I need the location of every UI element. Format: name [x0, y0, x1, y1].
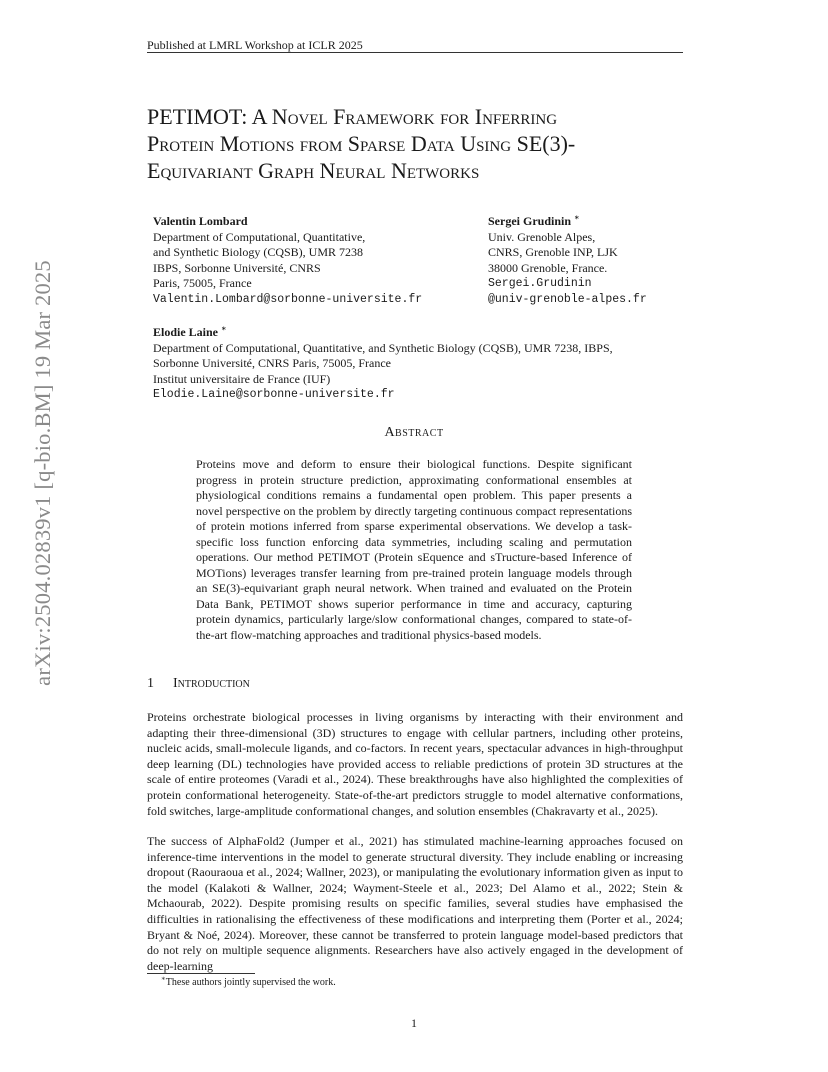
- footnote-marker: ∗: [574, 213, 580, 222]
- author-name: Sergei Grudinin: [488, 214, 572, 228]
- author-email[interactable]: Elodie.Laine@sorbonne-universite.fr: [153, 388, 395, 401]
- intro-paragraph-1: Proteins orchestrate biological processes in living organisms by interacting with their environment and adapting their three-dimensional (3D) structures to engage with cellular partners, including other proteins, nucleic acids, small-molecule ligands, and co-factors. In recent years, spectacular advances in high-throughput deep learning (DL) technologies have provided access to reliable predictions of protein 3D structures at the scale of entire proteomes (Varadi et al., 2024). These breakthroughs have also highlighted the complexities of protein conformational heterogeneity. State-of-the-art predictors struggle to model alternative conformations, fold switches, large-amplitude conformational changes, and solution ensembles (Chakravarty et al., 2025).: [147, 710, 683, 818]
- footnote: [161, 974, 336, 988]
- section-heading: [147, 676, 250, 692]
- footnote-marker: ∗: [161, 974, 166, 983]
- author-block-laine: [153, 325, 613, 403]
- affiliation-line: IBPS, Sorbonne Université, CNRS: [153, 260, 321, 275]
- header-rule: [147, 52, 683, 53]
- affiliation-line: Institut universitaire de France (IUF): [153, 371, 331, 386]
- affiliation-line: and Synthetic Biology (CQSB), UMR 7238: [153, 245, 364, 259]
- affiliation-line: Department of Computational, Quantitative,: [153, 229, 366, 244]
- affiliation-line: Sorbonne Université, CNRS Paris, 75005, France: [153, 356, 391, 370]
- section-number: 1: [147, 676, 154, 691]
- title-line-1: PETIMOT: A Novel Framework for Inferring: [147, 104, 558, 129]
- footnote-text: These authors jointly supervised the work.: [165, 977, 336, 988]
- paper-title: [147, 103, 707, 184]
- title-line-3: Equivariant Graph Neural Networks: [147, 158, 480, 183]
- affiliation-line: Univ. Grenoble Alpes,: [488, 229, 596, 244]
- running-header: Published at LMRL Workshop at ICLR 2025: [147, 38, 363, 52]
- arxiv-sidebar: [28, 260, 58, 686]
- abstract-text: Proteins move and deform to ensure their biological functions. Despite significant progress in protein structure prediction, approximating conformational ensembles at physiological conditions remains a fundamental open problem. This paper presents a novel perspective on the problem by directly targeting continuous compact representations of protein motions inferred from sparse experimental observations. We develop a task-specific loss function enforcing data symmetries, including scaling and permutation operations. Our method PETIMOT (Protein sEquence and sTructure-based Inference of MOTions) leverages transfer learning from pre-trained protein language models through an SE(3)-equivariant graph neural network. When trained and evaluated on the Protein Data Bank, PETIMOT shows superior performance in time and accuracy, capturing protein dynamics, particularly large/slow conformational changes, compared to state-of-the-art flow-matching approaches and traditional physics-based models.: [196, 457, 632, 642]
- affiliation-line: 38000 Grenoble, France.: [488, 260, 608, 275]
- affiliation-line: CNRS, Grenoble INP, LJK: [488, 245, 618, 259]
- author-email[interactable]: Sergei.Grudinin: [488, 277, 592, 290]
- author-block-grudinin: [488, 214, 647, 307]
- author-email-domain[interactable]: @univ-grenoble-alpes.fr: [488, 292, 647, 306]
- author-name: Valentin Lombard: [153, 214, 248, 228]
- affiliation-line: Department of Computational, Quantitative, and Synthetic Biology (CQSB), UMR 7238, IBPS,: [153, 340, 613, 355]
- title-line-2: Protein Motions from Sparse Data Using SE(3)-: [147, 131, 576, 156]
- footnote-marker: ∗: [221, 324, 227, 333]
- section-title: Introduction: [173, 676, 250, 691]
- abstract-heading: Abstract: [384, 425, 444, 440]
- arxiv-identifier: arXiv:2504.02839v1 [q-bio.BM] 19 Mar 2025: [30, 260, 55, 686]
- intro-paragraph-2: The success of AlphaFold2 (Jumper et al., 2021) has stimulated machine-learning approaches focused on inference-time interventions in the model to generate structural diversity. They include enabling or increasing dropout (Raouraoua et al., 2024; Wallner, 2023), or manipulating the evolutionary information given as input to the model (Kalakoti & Wallner, 2024; Wayment-Steele et al., 2023; Del Alamo et al., 2022; Stein & Mchaourab, 2022). Despite promising results on specific families, several studies have emphasised the difficulties in rationalising the effectiveness of these modifications and interpreting them (Porter et al., 2024; Bryant & Noé, 2024). Moreover, these cannot be transferred to protein language model-based predictors that do not rely on multiple sequence alignments. Researchers have also actively engaged in the development of deep-learning: [147, 834, 683, 973]
- author-block-lombard: [153, 214, 422, 307]
- page-number: 1: [411, 1016, 417, 1030]
- author-email[interactable]: Valentin.Lombard@sorbonne-universite.fr: [153, 292, 423, 306]
- affiliation-line: Paris, 75005, France: [153, 276, 252, 290]
- author-name: Elodie Laine: [153, 325, 219, 339]
